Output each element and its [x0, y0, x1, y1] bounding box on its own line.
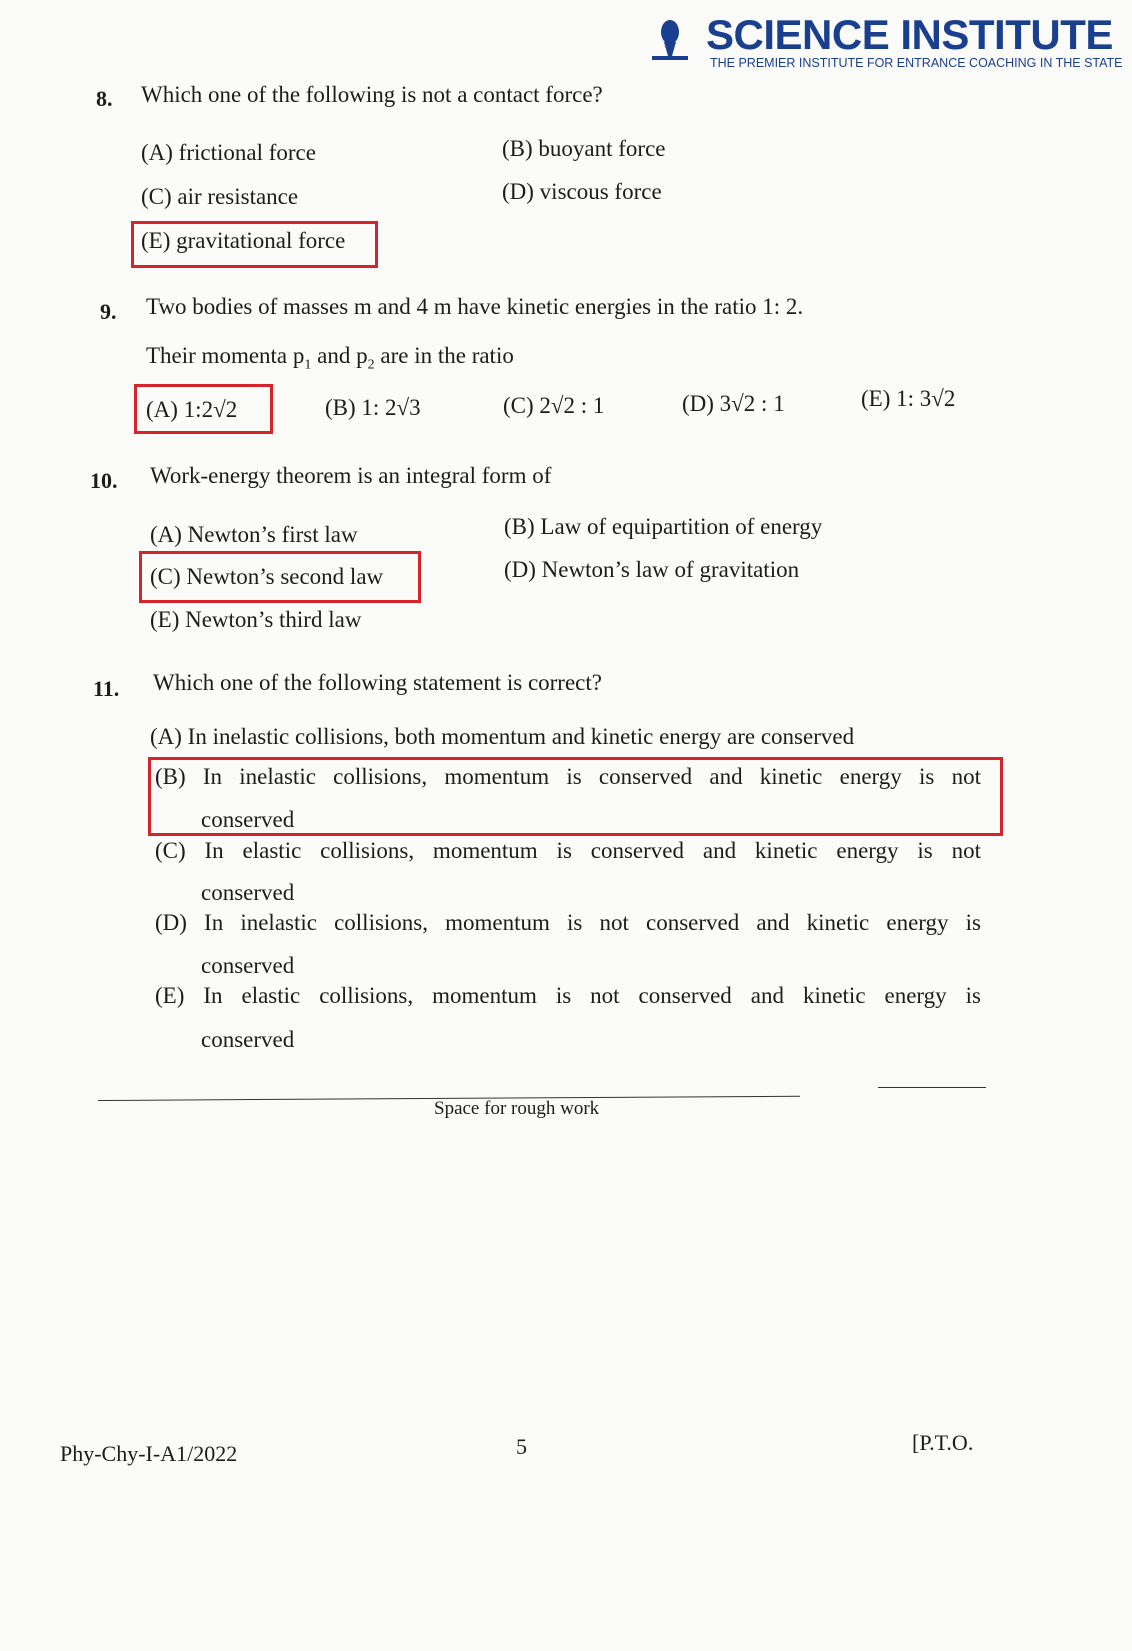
rough-work-label: Space for rough work — [434, 1098, 600, 1119]
answer-highlight-box — [148, 757, 1003, 836]
paper-code: Phy-Chy-I-A1/2022 — [60, 1441, 238, 1466]
option-a: (A) frictional force — [141, 140, 316, 165]
option-d-line1: (D) In inelastic collisions, momentum is not conserved and kinetic energy is — [155, 910, 981, 935]
question-text-line1: Two bodies of masses m and 4 m have kinetic energies in the ratio 1: 2. — [146, 294, 804, 319]
subscript: 2 — [367, 357, 375, 373]
option-d: (D) 3√2 : 1 — [682, 391, 785, 416]
page-number: 5 — [516, 1434, 527, 1459]
option-a: (A) In inelastic collisions, both momentum and kinetic energy are conserved — [150, 724, 855, 749]
option-d: (D) Newton’s law of gravitation — [504, 557, 800, 582]
option-b: (B) buoyant force — [502, 136, 666, 161]
option-d: (D) viscous force — [502, 179, 662, 204]
pto-label: [P.T.O. — [912, 1430, 974, 1455]
option-e: (E) Newton’s third law — [150, 607, 362, 632]
option-e: (E) gravitational force — [141, 228, 346, 253]
answer-highlight-box — [139, 551, 421, 603]
option-c: (C) 2√2 : 1 — [503, 393, 605, 418]
question-number: 11. — [93, 676, 120, 701]
answer-highlight-box — [131, 221, 378, 268]
option-c: (C) Newton’s second law — [150, 564, 384, 589]
option-e: (E) 1: 3√2 — [861, 386, 956, 411]
question-number: 8. — [96, 86, 113, 111]
text-part: and p — [311, 343, 368, 368]
option-c-line1: (C) In elastic collisions, momentum is conserved and kinetic energy is not — [155, 838, 981, 863]
question-text: Which one of the following statement is correct? — [153, 670, 602, 695]
subscript: 1 — [304, 357, 312, 373]
question-number: 9. — [100, 299, 117, 324]
question-text: Work-energy theorem is an integral form of — [150, 463, 552, 488]
option-e-line1: (E) In elastic collisions, momentum is not conserved and kinetic energy is — [155, 983, 981, 1008]
brand-name: SCIENCE INSTITUTE — [706, 11, 1113, 58]
divider-line-right — [878, 1087, 986, 1088]
option-a: (A) 1:2√2 — [146, 397, 238, 422]
text-part: Their momenta p — [146, 343, 305, 368]
option-d-line2: conserved — [201, 953, 295, 978]
option-c-line2: conserved — [201, 880, 295, 905]
option-c: (C) air resistance — [141, 184, 299, 209]
torch-logo-icon — [652, 18, 688, 62]
option-b-line2: conserved — [201, 807, 295, 832]
option-b-line1: (B) In inelastic collisions, momentum is conserved and kinetic energy is not — [155, 764, 981, 789]
answer-highlight-box — [134, 384, 273, 434]
option-a: (A) Newton’s first law — [150, 522, 358, 547]
option-e-line2: conserved — [201, 1027, 295, 1052]
question-text: Which one of the following is not a contact force? — [141, 82, 603, 107]
text-part: are in the ratio — [374, 343, 514, 368]
brand-tagline: THE PREMIER INSTITUTE FOR ENTRANCE COACHING IN THE STATE — [710, 56, 1123, 70]
question-text-line2 — [146, 343, 514, 374]
option-b: (B) 1: 2√3 — [325, 395, 421, 420]
question-number: 10. — [90, 468, 118, 493]
option-b: (B) Law of equipartition of energy — [504, 514, 823, 539]
